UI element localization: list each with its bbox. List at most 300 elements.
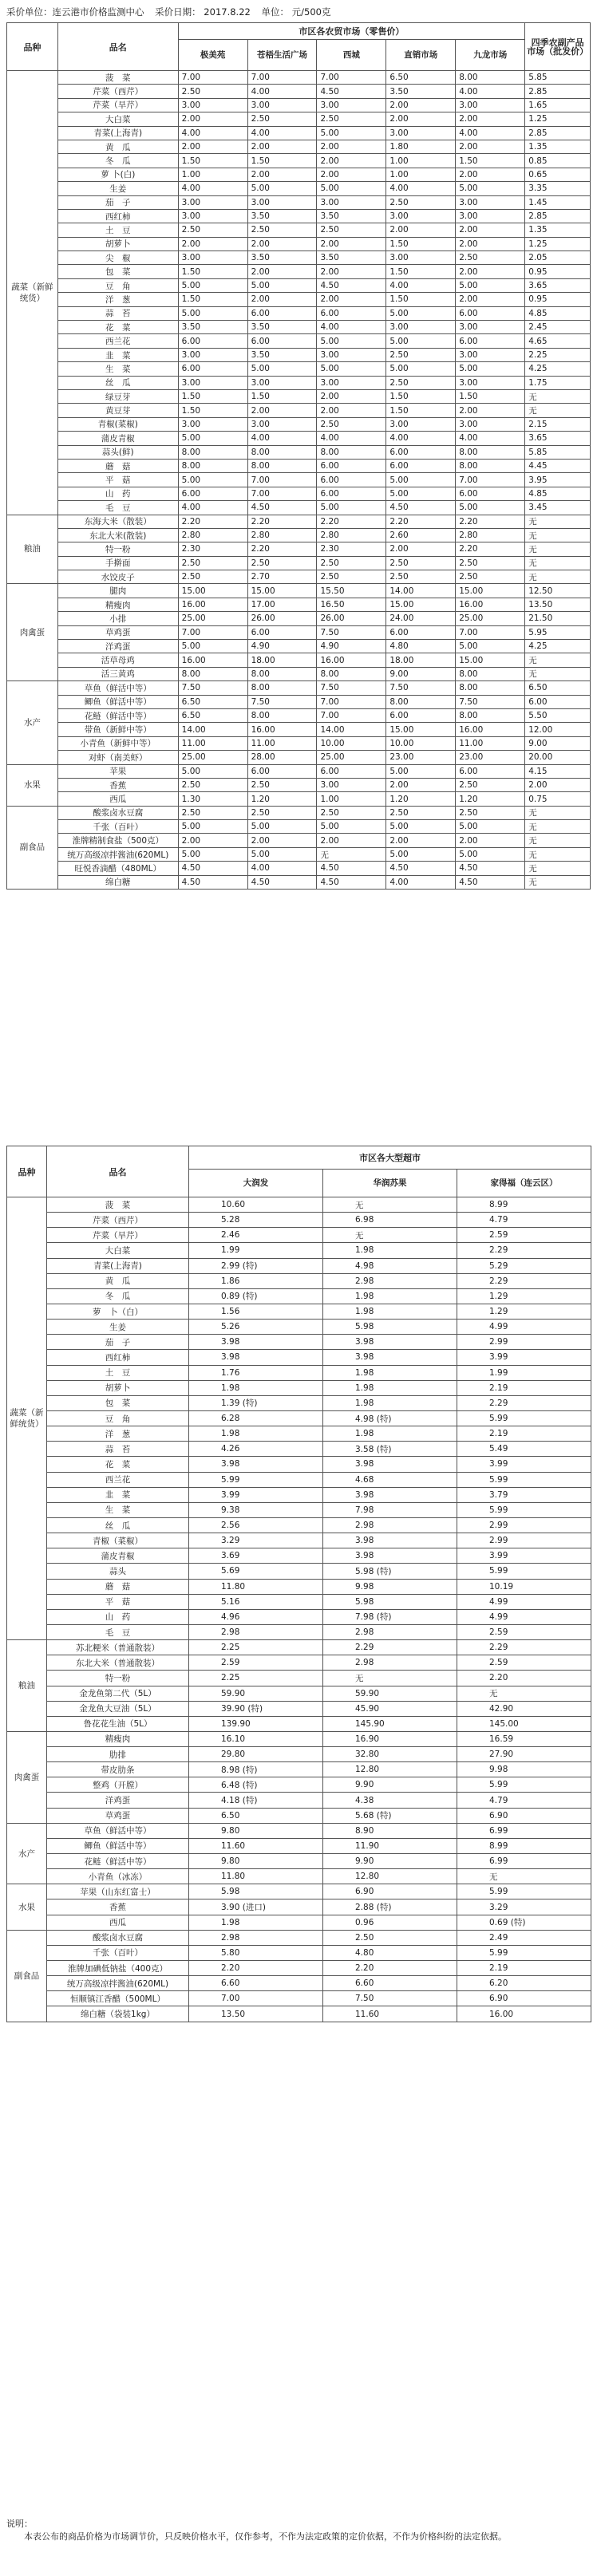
product-name: 精瘦肉 bbox=[47, 1731, 189, 1746]
price-cell: 4.96 bbox=[189, 1609, 323, 1624]
price-cell: 4.00 bbox=[247, 126, 317, 140]
price-cell: 2.50 bbox=[317, 570, 386, 584]
price-cell: 8.00 bbox=[456, 459, 525, 472]
price-cell: 7.50 bbox=[317, 625, 386, 639]
price-cell: 5.00 bbox=[247, 182, 317, 195]
price-cell: 8.00 bbox=[456, 708, 525, 722]
product-name: 花 菜 bbox=[47, 1457, 189, 1472]
price-cell: 2.45 bbox=[525, 321, 591, 334]
price-cell: 9.90 bbox=[323, 1777, 457, 1793]
table-row bbox=[7, 584, 591, 598]
price-cell: 5.80 bbox=[189, 1945, 323, 1960]
price-cell: 9.00 bbox=[386, 667, 456, 680]
price-cell: 无 bbox=[525, 389, 591, 403]
table-row bbox=[7, 1213, 591, 1228]
price-cell: 2.85 bbox=[525, 126, 591, 140]
price-cell: 2.98 bbox=[323, 1273, 457, 1288]
price-cell: 5.00 bbox=[247, 820, 317, 834]
price-cell: 2.00 bbox=[247, 265, 317, 278]
price-cell: 1.25 bbox=[525, 237, 591, 250]
price-cell: 23.00 bbox=[456, 751, 525, 764]
price-cell: 3.98 bbox=[323, 1457, 457, 1472]
price-cell: 5.16 bbox=[189, 1594, 323, 1609]
price-cell: 9.80 bbox=[189, 1854, 323, 1869]
table-row bbox=[7, 875, 591, 889]
price-cell: 3.95 bbox=[525, 473, 591, 487]
table-row bbox=[7, 71, 591, 85]
price-cell: 4.85 bbox=[525, 306, 591, 320]
product-name: 山 药 bbox=[57, 487, 178, 500]
price-cell: 2.00 bbox=[178, 140, 247, 153]
price-cell: 4.50 bbox=[247, 875, 317, 889]
price-cell: 12.80 bbox=[323, 1869, 457, 1884]
price-cell: 3.00 bbox=[456, 321, 525, 334]
table-row bbox=[7, 806, 591, 819]
price-cell: 2.50 bbox=[456, 806, 525, 819]
price-cell: 2.20 bbox=[457, 1671, 591, 1686]
price-cell: 6.00 bbox=[247, 306, 317, 320]
category-cell: 水果 bbox=[7, 764, 58, 806]
price-cell: 42.90 bbox=[457, 1701, 591, 1716]
price-cell: 3.00 bbox=[178, 417, 247, 431]
price-cell: 3.00 bbox=[386, 209, 456, 223]
price-cell: 2.00 bbox=[456, 168, 525, 181]
price-cell: 1.50 bbox=[386, 404, 456, 417]
price-cell: 2.59 bbox=[457, 1228, 591, 1243]
price-cell: 1.98 bbox=[323, 1426, 457, 1442]
price-cell: 9.98 bbox=[457, 1762, 591, 1777]
product-name: 芹菜（西芹） bbox=[47, 1213, 189, 1228]
price-cell: 8.00 bbox=[247, 681, 317, 695]
price-cell: 9.80 bbox=[189, 1823, 323, 1838]
price-cell: 0.69 (特) bbox=[457, 1915, 591, 1930]
price-cell: 15.00 bbox=[386, 723, 456, 736]
price-cell: 6.50 bbox=[178, 708, 247, 722]
group-header-supermarkets: 市区各大型超市 bbox=[189, 1146, 591, 1170]
price-cell: 2.50 bbox=[456, 570, 525, 584]
product-name: 蒜 苔 bbox=[47, 1442, 189, 1457]
column-header-category: 品种 bbox=[7, 1146, 47, 1197]
product-name: 淮牌精制食盐（500克） bbox=[57, 834, 178, 847]
price-cell: 3.00 bbox=[456, 376, 525, 389]
price-cell: 1.50 bbox=[456, 389, 525, 403]
price-cell: 11.80 bbox=[189, 1869, 323, 1884]
product-name: 蘑 菇 bbox=[57, 459, 178, 472]
price-cell: 5.98 bbox=[189, 1884, 323, 1899]
product-name: 对虾（南美虾） bbox=[57, 751, 178, 764]
price-cell: 8.00 bbox=[456, 667, 525, 680]
product-name: 鲁花花生油（5L） bbox=[47, 1716, 189, 1731]
price-cell: 5.99 bbox=[457, 1564, 591, 1579]
price-cell: 1.50 bbox=[247, 154, 317, 168]
price-cell: 5.00 bbox=[386, 362, 456, 376]
price-cell: 4.25 bbox=[525, 640, 591, 653]
product-name: 统万高级凉拌酱油(620ML) bbox=[57, 847, 178, 861]
price-cell: 6.99 bbox=[457, 1854, 591, 1869]
price-cell: 8.00 bbox=[178, 445, 247, 459]
price-cell: 3.65 bbox=[525, 432, 591, 445]
product-name: 活草母鸡 bbox=[57, 653, 178, 667]
price-cell: 7.50 bbox=[247, 695, 317, 708]
price-cell: 无 bbox=[323, 1228, 457, 1243]
price-cell: 2.00 bbox=[247, 834, 317, 847]
price-cell: 6.60 bbox=[189, 1976, 323, 1991]
product-name: 青菜(上海青) bbox=[47, 1258, 189, 1273]
product-name: 土 豆 bbox=[47, 1365, 189, 1380]
price-cell: 2.00 bbox=[386, 542, 456, 556]
price-cell: 4.00 bbox=[456, 432, 525, 445]
table-row bbox=[7, 140, 591, 153]
price-cell: 25.00 bbox=[178, 751, 247, 764]
product-name: 西瓜 bbox=[57, 792, 178, 806]
product-name: 萝 卜(白) bbox=[57, 168, 178, 181]
price-cell: 4.98 (特) bbox=[323, 1410, 457, 1426]
price-cell: 4.45 bbox=[525, 459, 591, 472]
price-cell: 3.00 bbox=[178, 195, 247, 209]
table-row bbox=[7, 598, 591, 611]
table-row bbox=[7, 570, 591, 584]
price-cell: 5.00 bbox=[178, 306, 247, 320]
table-row bbox=[7, 473, 591, 487]
table-row bbox=[7, 251, 591, 265]
price-cell: 4.50 bbox=[317, 278, 386, 292]
price-cell: 5.00 bbox=[178, 640, 247, 653]
price-unit: 单位： 元/500克 bbox=[261, 6, 331, 18]
supermarket-header: 家得福（连云区） bbox=[457, 1170, 591, 1197]
price-cell: 无 bbox=[525, 806, 591, 819]
price-cell: 16.00 bbox=[317, 653, 386, 667]
price-cell: 0.85 bbox=[525, 154, 591, 168]
price-cell: 2.88 (特) bbox=[323, 1899, 457, 1915]
price-cell: 2.50 bbox=[317, 556, 386, 570]
table-row bbox=[7, 1335, 591, 1350]
table-row bbox=[7, 1442, 591, 1457]
price-cell: 2.00 bbox=[178, 237, 247, 250]
product-name: 西兰花 bbox=[57, 334, 178, 348]
table-row bbox=[7, 1762, 591, 1777]
price-cell: 2.70 bbox=[247, 570, 317, 584]
price-cell: 5.00 bbox=[386, 306, 456, 320]
table-row bbox=[7, 1884, 591, 1899]
price-cell: 3.90 (进口) bbox=[189, 1899, 323, 1915]
price-cell: 2.20 bbox=[323, 1961, 457, 1976]
price-cell: 5.00 bbox=[386, 334, 456, 348]
product-name: 青菜(上海青) bbox=[57, 126, 178, 140]
table-row bbox=[7, 154, 591, 168]
product-name: 洋 葱 bbox=[57, 293, 178, 306]
price-cell: 2.29 bbox=[323, 1640, 457, 1655]
table-row bbox=[7, 1671, 591, 1686]
price-cell: 5.98 (特) bbox=[323, 1564, 457, 1579]
price-cell: 2.00 bbox=[386, 778, 456, 791]
price-cell: 无 bbox=[525, 820, 591, 834]
price-cell: 139.90 bbox=[189, 1716, 323, 1731]
table-row bbox=[7, 389, 591, 403]
price-cell: 3.50 bbox=[247, 348, 317, 361]
price-cell: 2.30 bbox=[178, 542, 247, 556]
price-cell: 3.00 bbox=[247, 98, 317, 112]
price-cell: 1.56 bbox=[189, 1304, 323, 1319]
table-row bbox=[7, 515, 591, 528]
price-cell: 6.50 bbox=[189, 1808, 323, 1823]
price-cell: 6.00 bbox=[178, 487, 247, 500]
price-cell: 3.00 bbox=[317, 98, 386, 112]
table-row bbox=[7, 542, 591, 556]
product-name: 活三黄鸡 bbox=[57, 667, 178, 680]
price-cell: 4.99 bbox=[457, 1594, 591, 1609]
price-cell: 3.50 bbox=[317, 209, 386, 223]
price-cell: 2.50 bbox=[317, 112, 386, 126]
price-cell: 5.00 bbox=[178, 432, 247, 445]
price-cell: 8.00 bbox=[247, 459, 317, 472]
column-header-category: 品种 bbox=[7, 23, 58, 71]
market-header: 九龙市场 bbox=[456, 40, 525, 71]
price-cell: 3.50 bbox=[317, 251, 386, 265]
price-cell: 5.00 bbox=[456, 640, 525, 653]
price-cell: 7.50 bbox=[386, 681, 456, 695]
price-cell: 5.00 bbox=[178, 820, 247, 834]
table-row bbox=[7, 1655, 591, 1671]
price-cell: 4.00 bbox=[317, 321, 386, 334]
price-cell: 5.00 bbox=[386, 473, 456, 487]
price-cell: 5.00 bbox=[178, 278, 247, 292]
product-name: 丝 瓜 bbox=[57, 376, 178, 389]
price-cell: 3.35 bbox=[525, 182, 591, 195]
price-cell: 2.00 bbox=[456, 404, 525, 417]
price-cell: 2.00 bbox=[247, 404, 317, 417]
table-row bbox=[7, 792, 591, 806]
price-cell: 9.90 bbox=[323, 1854, 457, 1869]
price-cell: 8.00 bbox=[456, 681, 525, 695]
price-cell: 4.99 bbox=[457, 1609, 591, 1624]
price-cell: 3.29 bbox=[189, 1533, 323, 1548]
category-cell: 副食品 bbox=[7, 1930, 47, 2022]
product-name: 土 豆 bbox=[57, 223, 178, 237]
price-cell: 1.20 bbox=[386, 792, 456, 806]
price-cell: 4.79 bbox=[457, 1213, 591, 1228]
price-cell: 6.00 bbox=[317, 487, 386, 500]
table-row bbox=[7, 1197, 591, 1213]
price-cell: 11.90 bbox=[323, 1838, 457, 1853]
product-name: 洋 葱 bbox=[47, 1426, 189, 1442]
table-row bbox=[7, 1350, 591, 1365]
price-cell: 2.25 bbox=[189, 1640, 323, 1655]
price-cell: 26.00 bbox=[317, 612, 386, 625]
product-name: 手擀面 bbox=[57, 556, 178, 570]
price-cell: 16.90 bbox=[323, 1731, 457, 1746]
price-cell: 20.00 bbox=[525, 751, 591, 764]
table-row bbox=[7, 1899, 591, 1915]
price-cell: 2.50 bbox=[317, 806, 386, 819]
price-cell: 2.29 bbox=[457, 1395, 591, 1410]
price-cell: 10.00 bbox=[386, 736, 456, 750]
price-cell: 2.98 bbox=[323, 1624, 457, 1639]
price-cell: 2.80 bbox=[317, 528, 386, 542]
product-name: 毛 豆 bbox=[57, 501, 178, 515]
price-cell: 2.19 bbox=[457, 1380, 591, 1395]
price-cell: 2.50 bbox=[386, 348, 456, 361]
price-cell: 3.00 bbox=[386, 321, 456, 334]
price-cell: 9.98 bbox=[323, 1579, 457, 1594]
table-row bbox=[7, 168, 591, 181]
price-cell: 1.50 bbox=[178, 404, 247, 417]
product-name: 带皮肋条 bbox=[47, 1762, 189, 1777]
table-row bbox=[7, 1624, 591, 1639]
table-row bbox=[7, 681, 591, 695]
product-name: 千张（百叶） bbox=[47, 1945, 189, 1960]
price-cell: 10.00 bbox=[317, 736, 386, 750]
table-row bbox=[7, 237, 591, 250]
price-cell: 0.96 bbox=[323, 1915, 457, 1930]
price-cell: 16.00 bbox=[178, 653, 247, 667]
price-cell: 17.00 bbox=[247, 598, 317, 611]
price-cell: 3.98 bbox=[323, 1548, 457, 1564]
product-name: 蘑 菇 bbox=[47, 1579, 189, 1594]
column-header-wholesale: 四季农副产品市场（批发价） bbox=[525, 23, 591, 71]
category-cell: 副食品 bbox=[7, 806, 58, 889]
price-cell: 15.00 bbox=[247, 584, 317, 598]
price-cell: 9.00 bbox=[525, 736, 591, 750]
price-cell: 3.50 bbox=[386, 85, 456, 98]
price-cell: 2.50 bbox=[386, 570, 456, 584]
price-cell: 2.19 bbox=[457, 1426, 591, 1442]
price-cell: 4.15 bbox=[525, 764, 591, 778]
product-name: 芹菜（旱芹） bbox=[57, 98, 178, 112]
price-cell: 2.00 bbox=[456, 293, 525, 306]
market-header: 直销市场 bbox=[386, 40, 456, 71]
price-cell: 1.80 bbox=[386, 140, 456, 153]
table-row bbox=[7, 1731, 591, 1746]
price-cell: 18.00 bbox=[247, 653, 317, 667]
price-cell: 16.00 bbox=[456, 723, 525, 736]
price-cell: 2.80 bbox=[456, 528, 525, 542]
product-name: 统万高级凉拌酱油(620ML) bbox=[47, 1976, 189, 1991]
price-cell: 13.50 bbox=[525, 598, 591, 611]
table-row bbox=[7, 1487, 591, 1502]
price-cell: 无 bbox=[525, 528, 591, 542]
price-cell: 无 bbox=[525, 404, 591, 417]
price-cell: 1.98 bbox=[323, 1365, 457, 1380]
price-cell: 1.65 bbox=[525, 98, 591, 112]
price-cell: 4.00 bbox=[247, 432, 317, 445]
price-cell: 0.89 (特) bbox=[189, 1288, 323, 1304]
table-row bbox=[7, 723, 591, 736]
price-cell: 16.59 bbox=[457, 1731, 591, 1746]
product-name: 菠 菜 bbox=[57, 71, 178, 85]
price-cell: 3.00 bbox=[317, 195, 386, 209]
table-row bbox=[7, 625, 591, 639]
price-cell: 2.80 bbox=[178, 528, 247, 542]
table-row bbox=[7, 1915, 591, 1930]
price-cell: 1.50 bbox=[386, 237, 456, 250]
product-name: 草鱼（鲜活中等） bbox=[57, 681, 178, 695]
price-cell: 2.20 bbox=[178, 515, 247, 528]
price-cell: 12.50 bbox=[525, 584, 591, 598]
table-row bbox=[7, 1686, 591, 1701]
table-row bbox=[7, 1228, 591, 1243]
price-cell: 6.50 bbox=[525, 681, 591, 695]
price-cell: 4.65 bbox=[525, 334, 591, 348]
price-cell: 4.50 bbox=[317, 875, 386, 889]
price-cell: 5.28 bbox=[189, 1213, 323, 1228]
price-cell: 无 bbox=[525, 542, 591, 556]
price-cell: 2.50 bbox=[386, 556, 456, 570]
price-cell: 3.50 bbox=[247, 321, 317, 334]
price-cell: 6.00 bbox=[247, 625, 317, 639]
price-cell: 1.20 bbox=[247, 792, 317, 806]
product-name: 茄 子 bbox=[57, 195, 178, 209]
price-cell: 5.00 bbox=[456, 501, 525, 515]
product-name: 茄 子 bbox=[47, 1335, 189, 1350]
price-cell: 1.35 bbox=[525, 140, 591, 153]
price-cell: 2.00 bbox=[456, 834, 525, 847]
price-cell: 4.80 bbox=[323, 1945, 457, 1960]
price-cell: 3.58 (特) bbox=[323, 1442, 457, 1457]
product-name: 花鲢（鲜活中等） bbox=[47, 1854, 189, 1869]
price-cell: 4.50 bbox=[247, 501, 317, 515]
price-cell: 6.99 bbox=[457, 1823, 591, 1838]
price-cell: 7.00 bbox=[189, 1991, 323, 2006]
category-cell: 蔬菜（新鲜统货） bbox=[7, 71, 58, 515]
category-cell: 水产 bbox=[7, 681, 58, 764]
price-cell: 3.00 bbox=[178, 209, 247, 223]
price-cell: 2.00 bbox=[456, 237, 525, 250]
product-name: 胡萝卜 bbox=[47, 1380, 189, 1395]
price-cell: 1.50 bbox=[247, 389, 317, 403]
product-name: 洋鸡蛋 bbox=[47, 1793, 189, 1808]
price-cell: 2.29 bbox=[457, 1273, 591, 1288]
farmers-market-price-table bbox=[6, 22, 591, 890]
price-cell: 8.00 bbox=[456, 445, 525, 459]
price-cell: 2.59 bbox=[457, 1655, 591, 1671]
notes-text: 本表公布的商品价格为市场调节价，只反映价格水平，仅作参考，不作为法定政策的定价依据，不作为价格纠纷的法定依据。 bbox=[24, 2531, 507, 2542]
price-cell: 5.00 bbox=[317, 362, 386, 376]
price-cell: 6.98 bbox=[323, 1213, 457, 1228]
product-name: 小青鱼（冰冻） bbox=[47, 1869, 189, 1884]
price-cell: 4.25 bbox=[525, 362, 591, 376]
product-name: 酸浆卤水豆腐 bbox=[57, 806, 178, 819]
product-name: 芹菜（西芹） bbox=[57, 85, 178, 98]
price-cell: 2.98 bbox=[189, 1930, 323, 1945]
price-cell: 1.50 bbox=[456, 154, 525, 168]
table-row bbox=[7, 1410, 591, 1426]
price-cell: 1.98 bbox=[323, 1304, 457, 1319]
product-name: 精瘦肉 bbox=[57, 598, 178, 611]
price-cell: 5.00 bbox=[178, 473, 247, 487]
table-row bbox=[7, 459, 591, 472]
price-cell: 1.25 bbox=[525, 112, 591, 126]
market-header: 极美苑 bbox=[178, 40, 247, 71]
price-cell: 2.56 bbox=[189, 1517, 323, 1533]
price-cell: 14.00 bbox=[386, 584, 456, 598]
price-cell: 4.98 bbox=[323, 1258, 457, 1273]
price-cell: 11.60 bbox=[189, 1838, 323, 1853]
product-name: 蒲皮青椒 bbox=[47, 1548, 189, 1564]
product-name: 丝 瓜 bbox=[47, 1517, 189, 1533]
price-cell: 4.00 bbox=[247, 862, 317, 875]
price-cell: 无 bbox=[323, 1197, 457, 1213]
price-cell: 7.00 bbox=[178, 71, 247, 85]
price-cell: 2.98 bbox=[323, 1655, 457, 1671]
price-cell: 8.99 bbox=[457, 1838, 591, 1853]
product-name: 大白菜 bbox=[57, 112, 178, 126]
product-name: 东北大米（普通散装） bbox=[47, 1655, 189, 1671]
price-cell: 2.50 bbox=[317, 417, 386, 431]
price-cell: 2.85 bbox=[525, 209, 591, 223]
table-row bbox=[7, 209, 591, 223]
price-cell: 6.00 bbox=[317, 473, 386, 487]
table-row bbox=[7, 265, 591, 278]
